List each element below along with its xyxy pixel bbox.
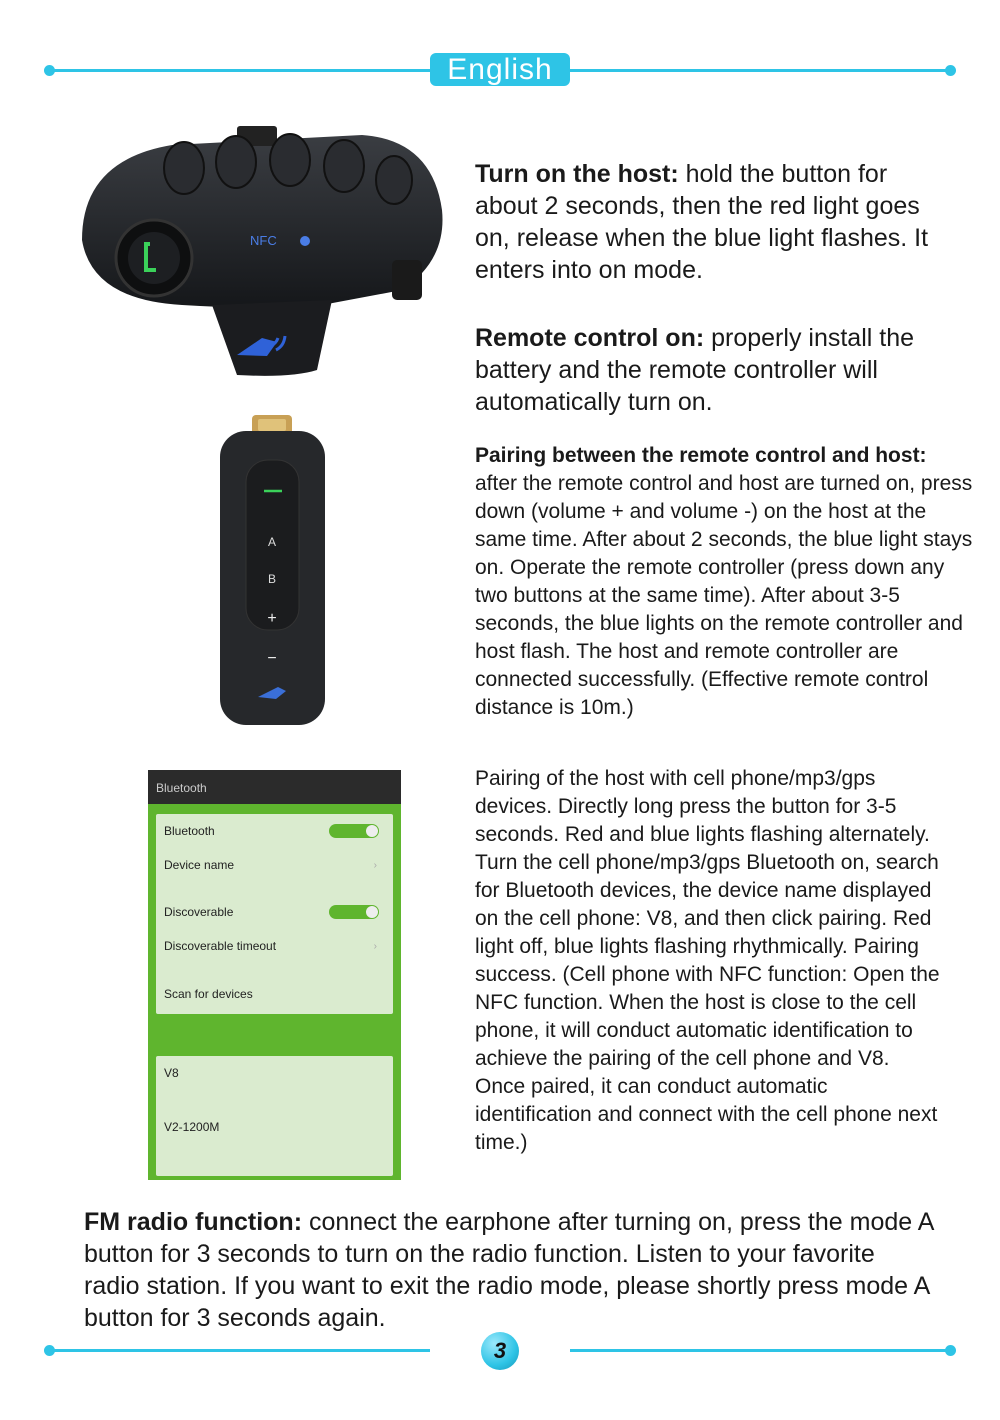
- pairing-remote-text: after the remote control and host are turned on, press down (volume + and volume -) on the host at the same time. After about 2 seconds, the blue light stays on. Operate the remote controller (press down any two buttons at the same time). After about 3-5 seconds, the blue lights on the remote controller and host flash. The host and remote controller are connected successfully. (Effective remote control distance is 10m.): [475, 472, 973, 719]
- remote-button-minus: −: [267, 650, 277, 667]
- header-rule-left: [50, 69, 430, 72]
- bluetooth-toggle: [329, 824, 379, 838]
- header-rule-right-dot: [945, 65, 956, 76]
- pairing-remote-title: Pairing between the remote control and host:: [475, 444, 927, 467]
- phone-device-v8: V8: [164, 1066, 179, 1080]
- footer-rule-right-dot: [945, 1345, 956, 1356]
- phone-row-device-name: Device name: [164, 858, 235, 872]
- footer-rule-left: [50, 1349, 430, 1352]
- fm-radio-text: connect the earphone after turning on, press the mode A button for 3 seconds to turn on the radio function. Listen to your favorite radio station. If you want to exit the radio mode, please shortly press mode A button for 3 seconds again.: [84, 1208, 934, 1332]
- remote-on-text: properly install the battery and the remote controller will automatically turn on.: [475, 324, 914, 416]
- phone-device-v2: V2-1200M: [164, 1120, 220, 1134]
- fm-radio-title: FM radio function:: [84, 1208, 303, 1236]
- pairing-remote-paragraph: [475, 442, 975, 722]
- phone-bluetooth-screenshot: [148, 770, 401, 1180]
- remote-button-b: B: [267, 572, 277, 586]
- remote-on-paragraph: [475, 322, 935, 418]
- discoverable-toggle: [329, 905, 379, 919]
- phone-screen-title: Bluetooth: [148, 770, 401, 804]
- phone-devices-card: [156, 1056, 393, 1176]
- chevron-right-icon: ›: [373, 941, 377, 952]
- remote-button-a: A: [267, 535, 277, 549]
- nfc-label: NFC: [250, 233, 277, 248]
- header-rule-right: [570, 69, 950, 72]
- phone-row-discoverable: Discoverable: [164, 905, 234, 919]
- language-badge: English: [430, 53, 570, 86]
- footer-rule-right: [570, 1349, 950, 1352]
- remote-button-plus: +: [267, 610, 277, 627]
- phone-settings-card: [156, 814, 393, 1014]
- fm-radio-paragraph: [84, 1206, 934, 1334]
- phone-row-discoverable-timeout: Discoverable timeout: [164, 939, 277, 953]
- page-number: 3: [481, 1332, 519, 1370]
- remote-device-image: [220, 415, 325, 725]
- turn-on-host-title: Turn on the host:: [475, 160, 679, 188]
- host-device-image: [62, 120, 452, 380]
- chevron-right-icon: ›: [373, 860, 377, 871]
- pairing-phone-paragraph: Pairing of the host with cell phone/mp3/gps devices. Directly long press the button for 3-5 seconds. Red and blue lights flashing alternately. Turn the cell phone/mp3/gps Bluetooth on, search for Bluetooth devices, the device name displayed on the cell phone: V8, and then click pairing. Red light off, blue lights flashing rhythmically. Pairing success. (Cell phone with NFC function: Open the NFC function. When the host is close to the cell phone, it will conduct automatic identification to achieve the pairing of the cell phone and V8. Once paired, it can conduct automatic identification and connect with the cell phone next time.): [475, 767, 940, 1154]
- turn-on-host-paragraph: [475, 158, 935, 286]
- turn-on-host-text: hold the button for about 2 seconds, then the red light goes on, release when the blue light flashes. It enters into on mode.: [475, 160, 929, 284]
- phone-row-scan: Scan for devices: [164, 987, 253, 1001]
- remote-on-title: Remote control on:: [475, 324, 705, 352]
- phone-row-bluetooth: Bluetooth: [164, 824, 215, 838]
